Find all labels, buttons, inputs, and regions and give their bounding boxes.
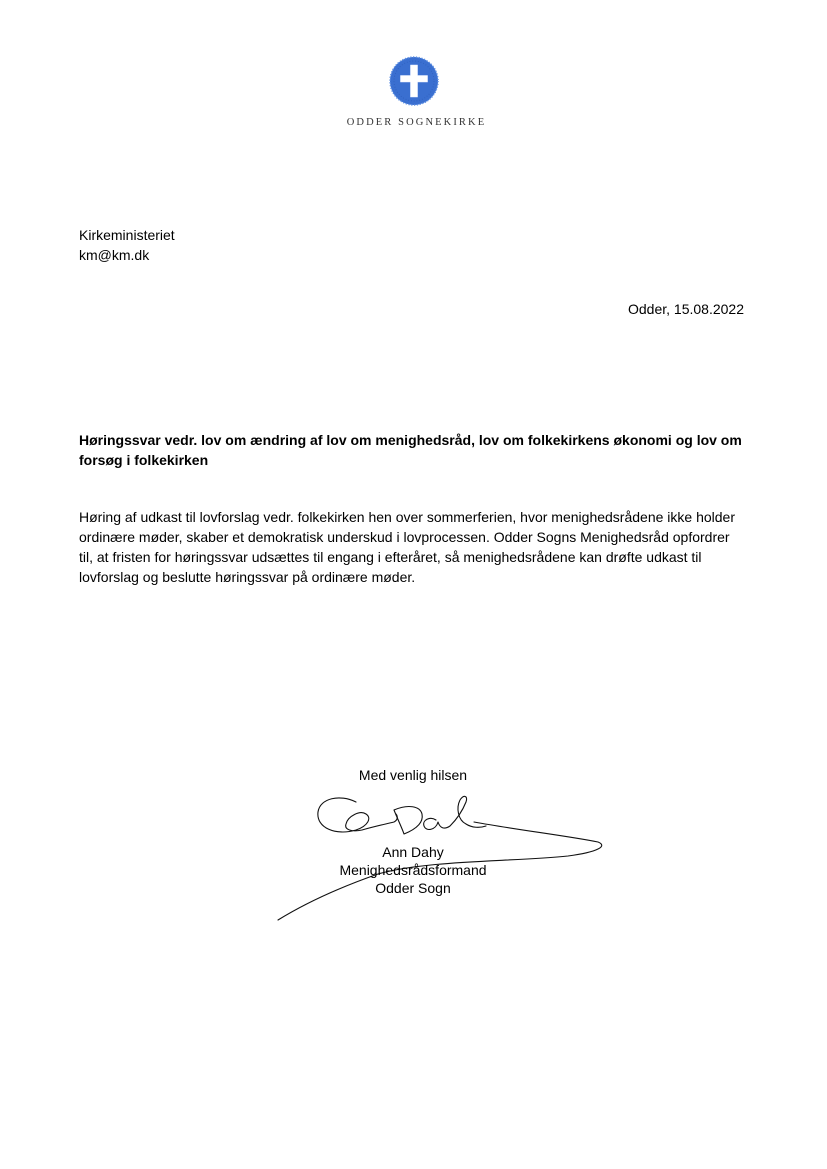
date-line: Odder, 15.08.2022 — [628, 301, 744, 317]
letterhead — [0, 56, 827, 128]
body-line: ordinære møder, skaber et demokratisk underskud i lovprocessen. Odder Sogns Menighedsråd opfordrer — [79, 529, 730, 545]
cross-circle-icon — [389, 56, 439, 106]
subject-line: Høringssvar vedr. lov om ændring af lov om menighedsråd, lov om folkekirkens økonomi og lov om — [79, 432, 742, 448]
body-line: lovforslag og beslutte høringssvar på ordinære møder. — [79, 569, 416, 585]
signatory-name: Ann Dahy — [382, 844, 444, 860]
recipient-email: km@km.dk — [79, 247, 150, 263]
subject-line: forsøg i folkekirken — [79, 452, 209, 468]
subject-heading — [79, 430, 749, 470]
signatory-title: Menighedsrådsformand — [339, 862, 487, 878]
recipient-block — [79, 225, 175, 265]
body-line: til, at fristen for høringssvar udsættes til engang i efteråret, så menighedsrådene kan drøfte udkast til — [79, 549, 702, 565]
body-paragraph — [79, 507, 747, 587]
body-line: Høring af udkast til lovforslag vedr. folkekirken hen over sommerferien, hvor menighedsrådene ikke holder — [79, 509, 735, 525]
signatory-block — [318, 843, 508, 897]
signatory-organization: Odder Sogn — [375, 880, 451, 896]
closing-greeting: Med venlig hilsen — [358, 767, 468, 783]
organization-name: ODDER SOGNEKIRKE — [346, 117, 487, 128]
recipient-name: Kirkeministeriet — [79, 227, 175, 243]
